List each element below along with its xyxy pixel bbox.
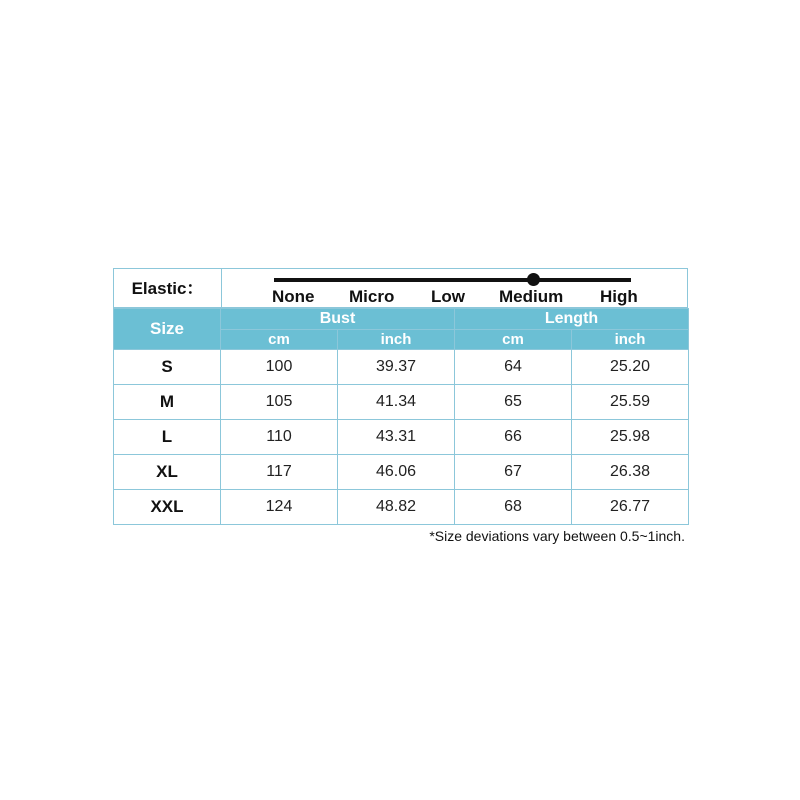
elasticity-scale [113, 268, 688, 308]
length-inch-cell: 25.59 [572, 385, 689, 420]
elastic-level-high: High [600, 287, 638, 306]
length-cm-cell: 64 [455, 350, 572, 385]
length-inch-header: inch [572, 330, 689, 350]
size-column-header: Size [114, 309, 221, 350]
elastic-level-low: Low [431, 287, 465, 306]
bust-inch-cell: 48.82 [338, 490, 455, 525]
table-row [114, 455, 689, 490]
table-row [114, 490, 689, 525]
length-cm-cell: 67 [455, 455, 572, 490]
size-cell: S [114, 350, 221, 385]
bust-inch-cell: 41.34 [338, 385, 455, 420]
elastic-level-none: None [272, 287, 315, 306]
elastic-level-micro: Micro [349, 287, 395, 306]
size-cell: M [114, 385, 221, 420]
length-inch-cell: 25.98 [572, 420, 689, 455]
table-header-row [114, 309, 689, 330]
table-row [114, 350, 689, 385]
bust-cm-cell: 124 [221, 490, 338, 525]
bust-cm-cell: 105 [221, 385, 338, 420]
bust-group-header: Bust [221, 309, 455, 330]
size-chart [113, 268, 688, 526]
table-row [114, 385, 689, 420]
bust-inch-cell: 46.06 [338, 455, 455, 490]
length-cm-header: cm [455, 330, 572, 350]
bust-cm-cell: 100 [221, 350, 338, 385]
elasticity-marker-dot [527, 273, 540, 286]
length-inch-cell: 25.20 [572, 350, 689, 385]
length-cm-cell: 66 [455, 420, 572, 455]
length-group-header: Length [455, 309, 689, 330]
bust-inch-header: inch [338, 330, 455, 350]
size-table [113, 308, 689, 525]
bust-cm-cell: 110 [221, 420, 338, 455]
length-inch-cell: 26.38 [572, 455, 689, 490]
elastic-level-medium: Medium [499, 287, 564, 306]
bust-inch-cell: 39.37 [338, 350, 455, 385]
length-inch-cell: 26.77 [572, 490, 689, 525]
size-cell: XXL [114, 490, 221, 525]
length-cm-cell: 68 [455, 490, 572, 525]
elasticity-scale-line [274, 278, 631, 282]
length-cm-cell: 65 [455, 385, 572, 420]
table-row [114, 420, 689, 455]
bust-cm-header: cm [221, 330, 338, 350]
size-cell: XL [114, 455, 221, 490]
elastic-label: Elastic： [114, 269, 222, 307]
bust-inch-cell: 43.31 [338, 420, 455, 455]
size-deviation-footnote: *Size deviations vary between 0.5~1inch. [429, 528, 685, 544]
size-cell: L [114, 420, 221, 455]
bust-cm-cell: 117 [221, 455, 338, 490]
